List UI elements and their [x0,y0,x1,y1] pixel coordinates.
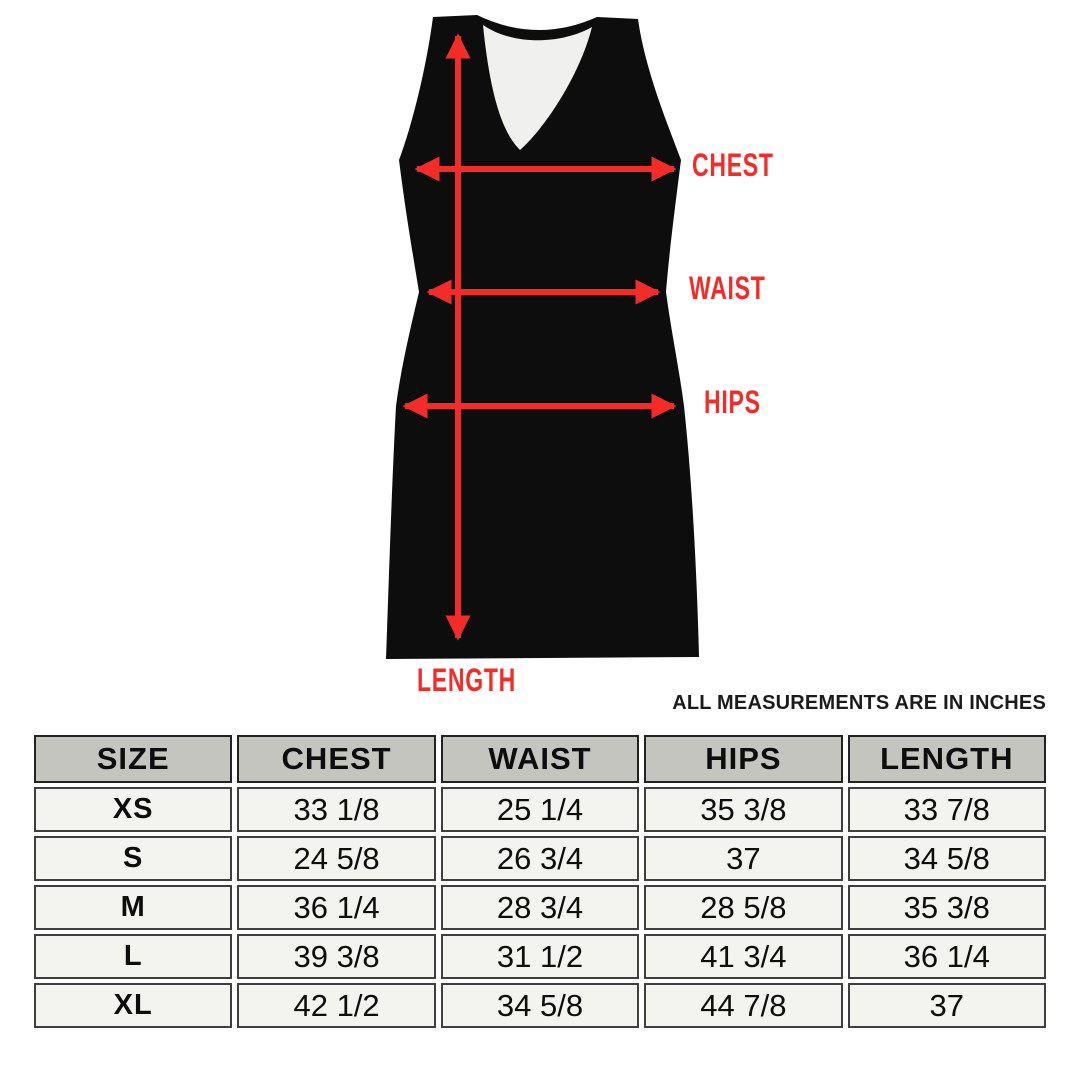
table-header-row [34,735,1046,783]
hips-cell: 35 3/8 [644,787,842,832]
chest-cell: 24 5/8 [237,836,435,881]
size-cell: XL [34,983,232,1028]
header-chest: CHEST [237,735,435,783]
table-row-xl [34,983,1046,1028]
length-cell: 34 5/8 [848,836,1046,881]
size-cell: S [34,836,232,881]
units-note: ALL MEASUREMENTS ARE IN INCHES [672,692,1046,714]
chest-cell: 42 1/2 [237,983,435,1028]
waist-cell: 34 5/8 [441,983,639,1028]
length-cell: 36 1/4 [848,934,1046,979]
header-hips: HIPS [644,735,842,783]
table-row-xs [34,787,1046,832]
size-cell: XS [34,787,232,832]
header-waist: WAIST [441,735,639,783]
waist-cell: 28 3/4 [441,885,639,930]
table-row-l [34,934,1046,979]
waist-measure-label: WAIST [689,270,766,306]
length-cell: 37 [848,983,1046,1028]
length-cell: 33 7/8 [848,787,1046,832]
chest-measure-label: CHEST [692,147,774,183]
hips-measure-label: HIPS [704,384,761,420]
header-length: LENGTH [848,735,1046,783]
waist-cell: 26 3/4 [441,836,639,881]
hips-cell: 44 7/8 [644,983,842,1028]
hips-cell: 41 3/4 [644,934,842,979]
length-cell: 35 3/8 [848,885,1046,930]
waist-cell: 25 1/4 [441,787,639,832]
header-size: SIZE [34,735,232,783]
table-row-s [34,836,1046,881]
chest-cell: 39 3/8 [237,934,435,979]
length-measure-label: LENGTH [417,662,517,698]
waist-cell: 31 1/2 [441,934,639,979]
hips-cell: 37 [644,836,842,881]
chest-cell: 33 1/8 [237,787,435,832]
size-cell: M [34,885,232,930]
hips-cell: 28 5/8 [644,885,842,930]
table-row-m [34,885,1046,930]
size-cell: L [34,934,232,979]
chest-cell: 36 1/4 [237,885,435,930]
size-table [29,731,1051,1032]
